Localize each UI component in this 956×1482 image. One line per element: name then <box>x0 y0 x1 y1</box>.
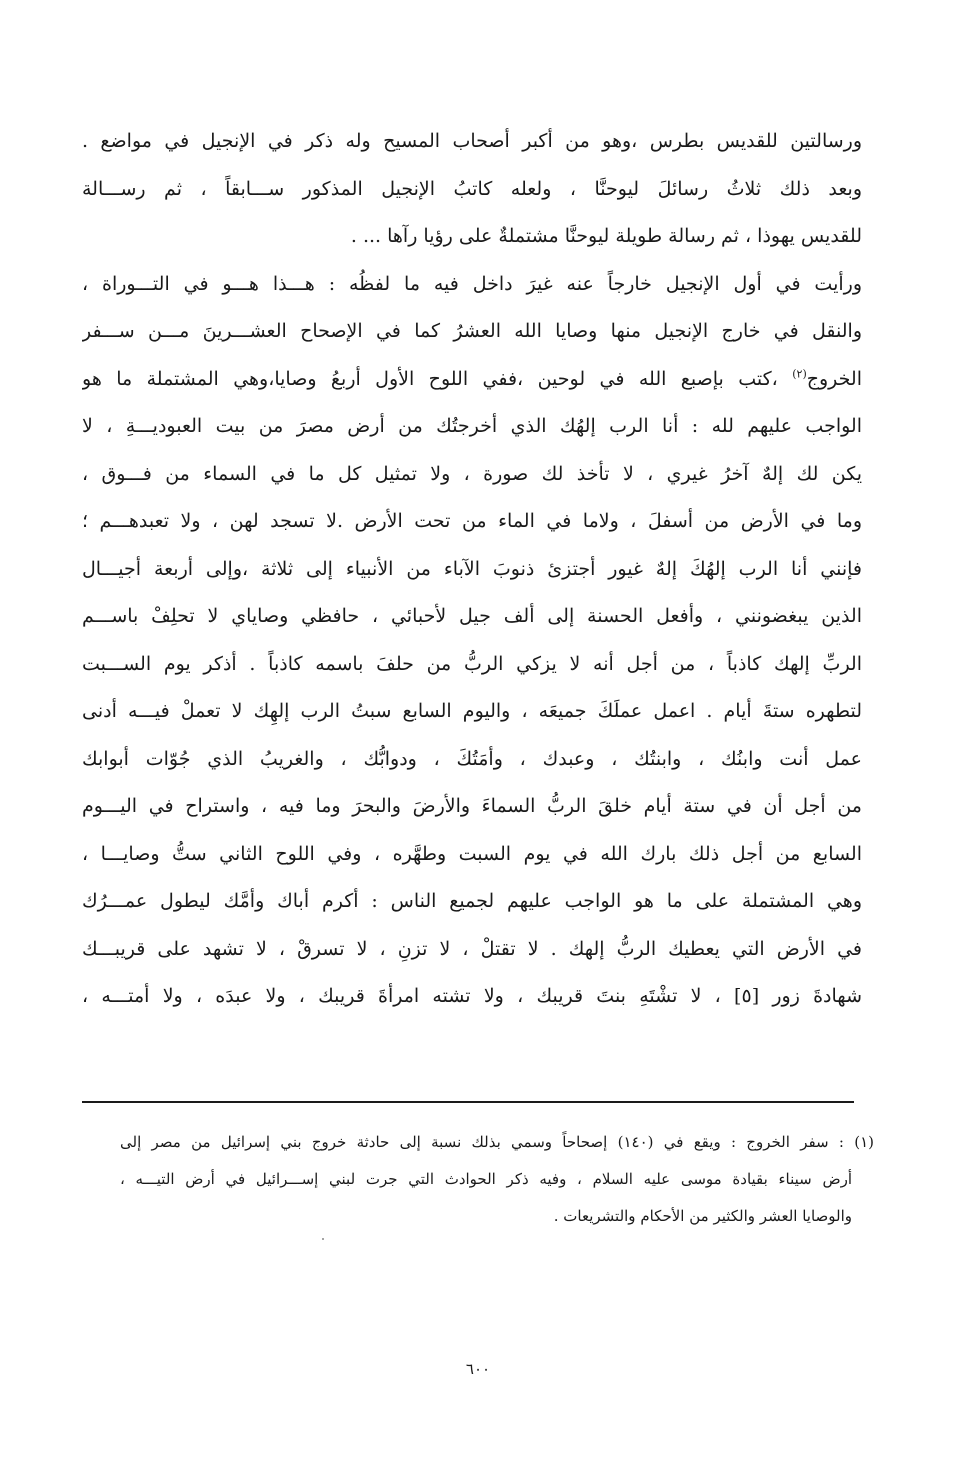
text-line: ورسالتين للقديس بطرس ،وهو من أكبر أصحاب المسيح وله ذكر في الإنجيل في مواضع . <box>82 130 862 152</box>
text-line: من أجل أن في ستة أيام خلقَ الربُّ السماءَ والأرضَ والبحرَ وما فيه ، واستراح في اليـــوم <box>82 795 862 817</box>
footnote-line: (١) : سفر الخروج : ويقع في (١٤٠) إصحاحاً وسمي بذلك نسبة إلى حادثة خروج بني إسرائيل من مصر إلى <box>120 1133 874 1151</box>
text-line: وهي المشتملة على ما هو الواجب عليهم لجميع الناس : أكرم أباك وأمَّك ليطول عمـــرُك <box>82 890 862 912</box>
text-line: يكن لك إلهٌ آخرُ غيري ، لا تأخذ لك صورة ، ولا تمثيل كل ما في السماء من فـــوق ، <box>82 462 862 485</box>
text-line: عمل أنت وابنُك ، وابنتُك ، وعبدك ، وأمَتُكَ ، ودوابُّك ، والغريبُ الذي جُوّات أبوابك <box>82 747 862 770</box>
page-number: ٦٠٠ <box>465 1360 491 1378</box>
footnote-reference: (٢) <box>792 367 807 381</box>
text-line: للقديس يهوذا ، ثم رسالة طويلة ليوحنَّا مشتملةٌ على رؤيا رآها ... . <box>350 225 862 247</box>
footnotes-block <box>120 1124 874 1235</box>
exodus-word: الخروج <box>806 367 862 390</box>
text-line: السابع من أجل ذلك بارك الله في يوم السبت وطهَّره ، وفي اللوح الثاني ستُّ وصايـــا ، <box>82 842 862 865</box>
text-line: لتطهره ستةَ أيام . اعمل عملَكَ جميعَه ، واليوم السابع سبتُ الرب إلهِك لا تعملْ فيـــه أدنى <box>82 700 862 722</box>
text-line: في الأرض التي يعطيك الربُّ إلهك . لا تقتلْ ، لا تزنِ ، لا تسرقْ ، لا تشهد على قريبـــك <box>82 937 862 960</box>
text-line: والنقل في خارج الإنجيل منها وصايا الله العشرُ كما في الإصحاح العشـــرينَ مـــن ســـفر <box>82 320 862 342</box>
text-line: الواجب عليهم لله : أنا الرب إلهُك الذي أخرجتُك من أرض مصرَ من بيت العبوديـــةِ ، لا <box>82 415 862 437</box>
text-line: وما في الأرض من أسفلَ ، ولاما في الماء من تحت الأرض .لا تسجد لهن ، ولا تعبدهـــم ؛ <box>82 510 862 532</box>
scan-speck <box>322 1238 324 1240</box>
footnote-separator <box>82 1101 854 1103</box>
text-line-exodus <box>82 356 862 404</box>
main-text-block <box>82 118 862 1021</box>
footnote-line: أرض سيناء بقيادة موسى عليه السلام ، وفيه ذكر الحوادث التي جرت لبني إســـرائيل في أرض التيـــه ، <box>120 1170 852 1188</box>
text-line: الربِّ إلهك كاذباً ، من أجل أنه لا يزكي الربُّ من حلفَ باسمه كاذباً . أذكر يوم الســـبت <box>82 652 862 675</box>
text-line: فإنني أنا الرب إلهُكَ إلهٌ غيور أجتزئ ذنوبَ الآباء من الأنبياء إلى ثلاثة ،وإلى أربعة أجيـــال <box>82 557 862 580</box>
text-line: شهادةَ زور [٥] ، لا تشْتَهِ بنتَ قريبك ، ولا تشته امرأةَ قريبك ، ولا عبدَه ، ولا أمتـــه ، <box>82 985 862 1007</box>
exodus-line-rest: ،كتب بإصبع الله في لوحين ،ففي اللوح الأول أربعُ وصايا،وهي المشتملة ما هو <box>82 367 793 390</box>
text-line: وبعد ذلك ثلاثُ رسائلَ ليوحنَّا ، ولعله كاتبُ الإنجيل المذكور ســـابقاً ، ثم رســـالة <box>82 177 862 200</box>
footnote-line: والوصايا العشر والكثير من الأحكام والتشريعات . <box>553 1207 852 1225</box>
text-line: الذين يبغضونني ، وأفعل الحسنة إلى ألف جيل لأحبائي ، حافظي وصاياي لا تحلِفْ باســـم <box>82 605 862 627</box>
text-line: ورأيت في أول الإنجيل خارجاً عنه غيرَ داخل فيه ما لفظُه : هـــذا هـــو في التـــوراة ، <box>82 272 862 295</box>
